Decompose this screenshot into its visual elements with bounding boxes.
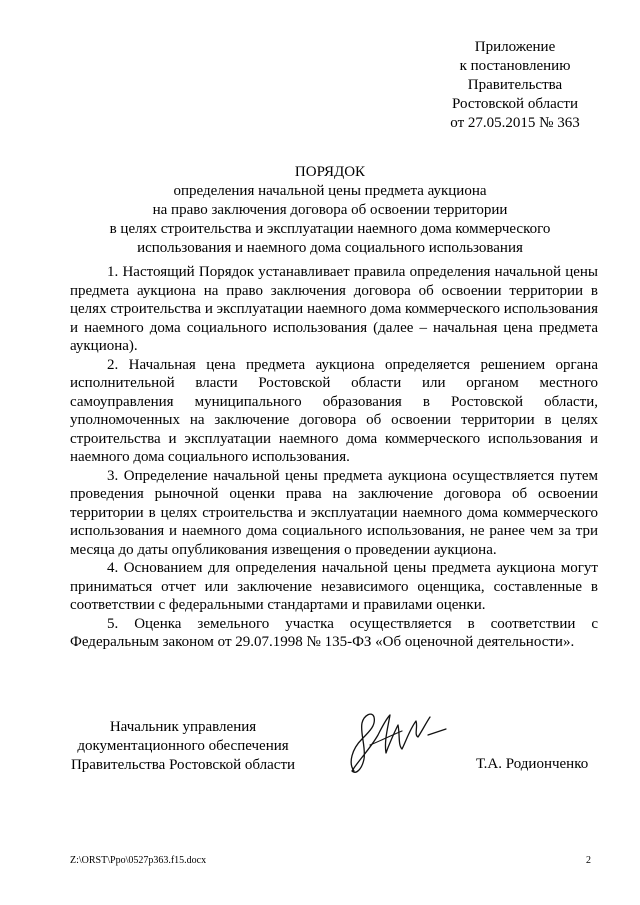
signatory-line: документационного обеспечения: [77, 738, 289, 754]
paragraph-5: 5. Оценка земельного участка осуществляется в соответствии с Федеральным законом от 29.07.1998 № 135-ФЗ «Об оценочной деятельности».: [70, 615, 598, 650]
title-line: определения начальной цены предмета аукциона: [173, 183, 487, 199]
document-title: [40, 163, 620, 258]
title-line: на право заключения договора об освоении территории: [152, 202, 508, 218]
handwritten-signature: [340, 705, 455, 780]
signatory-line: Правительства Ростовской области: [70, 757, 296, 773]
page-number: 2: [586, 855, 591, 866]
paragraph-2: 2. Начальная цена предмета аукциона определяется решением органа исполнительной власти Ростовской области или органом местного самоуправления муниципального образования в Ростовской области, уполномоченных на заключение договора об освоении территории в целях строительства и эксплуатации наемного дома коммерческого использования и наемного дома социального использования.: [70, 356, 598, 465]
paragraph-4: 4. Основанием для определения начальной цены предмета аукциона могут приниматься отчет или заключение независимого оценщика, составленные в соответствии с федеральными стандартами и правилами оценки.: [70, 560, 598, 613]
document-body: [70, 263, 598, 652]
paragraph-1: 1. Настоящий Порядок устанавливает правила определения начальной цены предмета аукциона на право заключения договора об освоении территории в целях строительства и эксплуатации наемного дома коммерческого использования и наемного дома социального использования (далее – начальная цена предмета аукциона).: [70, 264, 598, 354]
title-heading: ПОРЯДОК: [294, 164, 366, 180]
appendix-date-number: от 27.05.2015 № 363: [450, 115, 580, 131]
signatory-position: [68, 718, 298, 775]
signatory-line: Начальник управления: [109, 719, 257, 735]
appendix-header: [415, 38, 615, 133]
title-line: в целях строительства и эксплуатации наемного дома коммерческого: [109, 221, 551, 237]
paragraph-3: 3. Определение начальной цены предмета аукциона осуществляется путем проведения рыночной оценки права на заключение договора об освоении территории в целях строительства и эксплуатации наемного дома коммерческого использования и наемного дома социального использования, не ранее чем за три месяца до даты опубликования извещения о проведении аукциона.: [70, 467, 598, 558]
appendix-line: Правительства: [467, 77, 563, 93]
file-path-footer: Z:\ORST\Ppo\0527p363.f15.docx: [70, 855, 207, 866]
appendix-line: Приложение: [474, 39, 556, 55]
signer-name: Т.А. Родионченко: [476, 756, 589, 772]
appendix-line: Ростовской области: [452, 96, 578, 112]
appendix-line: к постановлению: [459, 58, 571, 74]
title-line: использования и наемного дома социального использования: [137, 240, 523, 256]
